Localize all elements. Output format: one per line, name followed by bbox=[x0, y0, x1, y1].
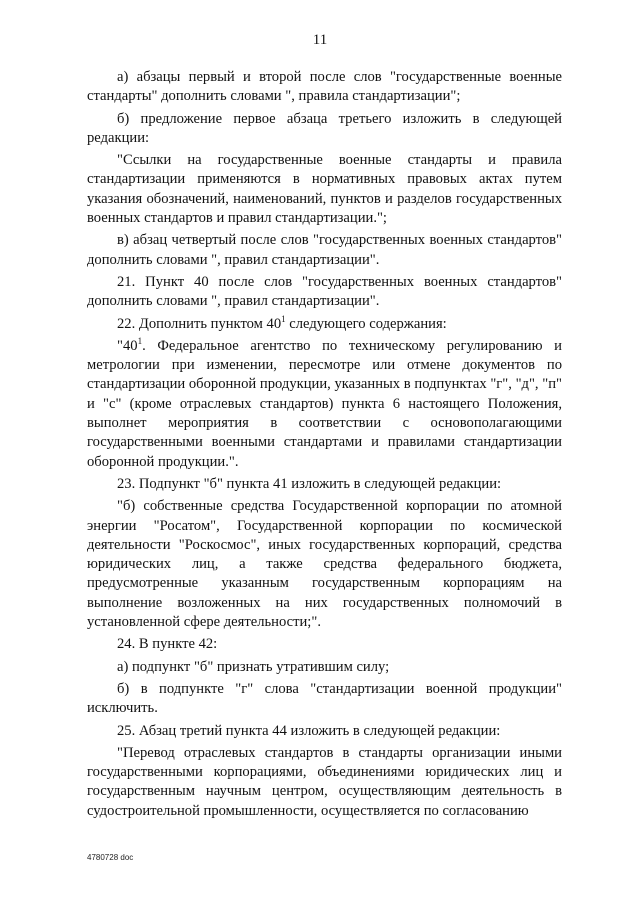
text-segment: следующего содержания: bbox=[285, 315, 447, 332]
paragraph-24-a: а) подпункт "б" признать утратившим силу; bbox=[117, 658, 390, 675]
paragraph-24-b: б) в подпункте "г" слова "стандартизации военной продукции" исключить. bbox=[87, 680, 562, 717]
paragraph-22 bbox=[87, 315, 562, 334]
paragraph-quote-b: "б) собственные средства Государственной корпорации по атомной энергии "Росатом", Государственной корпорации по космической деятельности "Роскосмос", иных государственных корпораций, средства юридических лиц, а также средства федерального бюджета, предусмотренные указанным государственным корпорациям на выполнение возложенных на них государственных полномочий в установленной сфере деятельности;". bbox=[87, 498, 562, 631]
superscript: 1 bbox=[281, 313, 286, 324]
text-segment: . Федеральное агентство по техническому регулированию и метрологии при изменении, пересмотре или отмене документов по стандартизации оборонной продукции, указанных в подпунктах "г", "д", "п" и "с" (кроме отраслевых стандартов) пункта 6 настоящего Положения, выполнет мероприятия в соответствии с основополагающими государственными военными стандартами и правилами стандартизации оборонной продукции.". bbox=[87, 337, 562, 470]
paragraph-40-1 bbox=[87, 337, 562, 472]
text-segment: 22. Дополнить пунктом 40 bbox=[117, 315, 282, 332]
paragraph-quote-references: "Ссылки на государственные военные стандарты и правила стандартизации применяются в нормативных правовых актах путем указания обозначений, наименований, пунктов и разделов государственных военных стандартов и правил стандартизации."; bbox=[87, 152, 562, 227]
paragraph-21: 21. Пункт 40 после слов "государственных военных стандартов" дополнить словами ", правил стандартизации". bbox=[87, 273, 562, 310]
paragraph-23: 23. Подпункт "б" пункта 41 изложить в следующей редакции: bbox=[117, 475, 502, 492]
paragraph-24: 24. В пункте 42: bbox=[117, 636, 218, 653]
page-number: 11 bbox=[312, 32, 328, 48]
document-body bbox=[87, 68, 562, 824]
document-footer: 4780728 doc bbox=[87, 853, 134, 862]
superscript: 1 bbox=[137, 336, 143, 346]
paragraph-b-first: б) предложение первое абзаца третьего изложить в следующей редакции: bbox=[87, 110, 562, 146]
text-segment: "40 bbox=[117, 337, 138, 354]
paragraph-25: 25. Абзац третий пункта 44 изложить в следующей редакции: bbox=[117, 722, 501, 739]
paragraph-a-first: а) абзацы первый и второй после слов "государственные военные стандарты" дополнить словами ", правила стандартизации"; bbox=[87, 69, 562, 105]
paragraph-v: в) абзац четвертый после слов "государственных военных стандартов" дополнить словами ", правил стандартизации". bbox=[87, 232, 562, 268]
paragraph-quote-transfer: "Перевод отраслевых стандартов в стандарты организации иными государственными корпорациями, объединениями юридических лиц и государственным научным центром, осуществляющим деятельность в судостроительной промышленности, осуществляется по согласованию bbox=[87, 744, 562, 819]
